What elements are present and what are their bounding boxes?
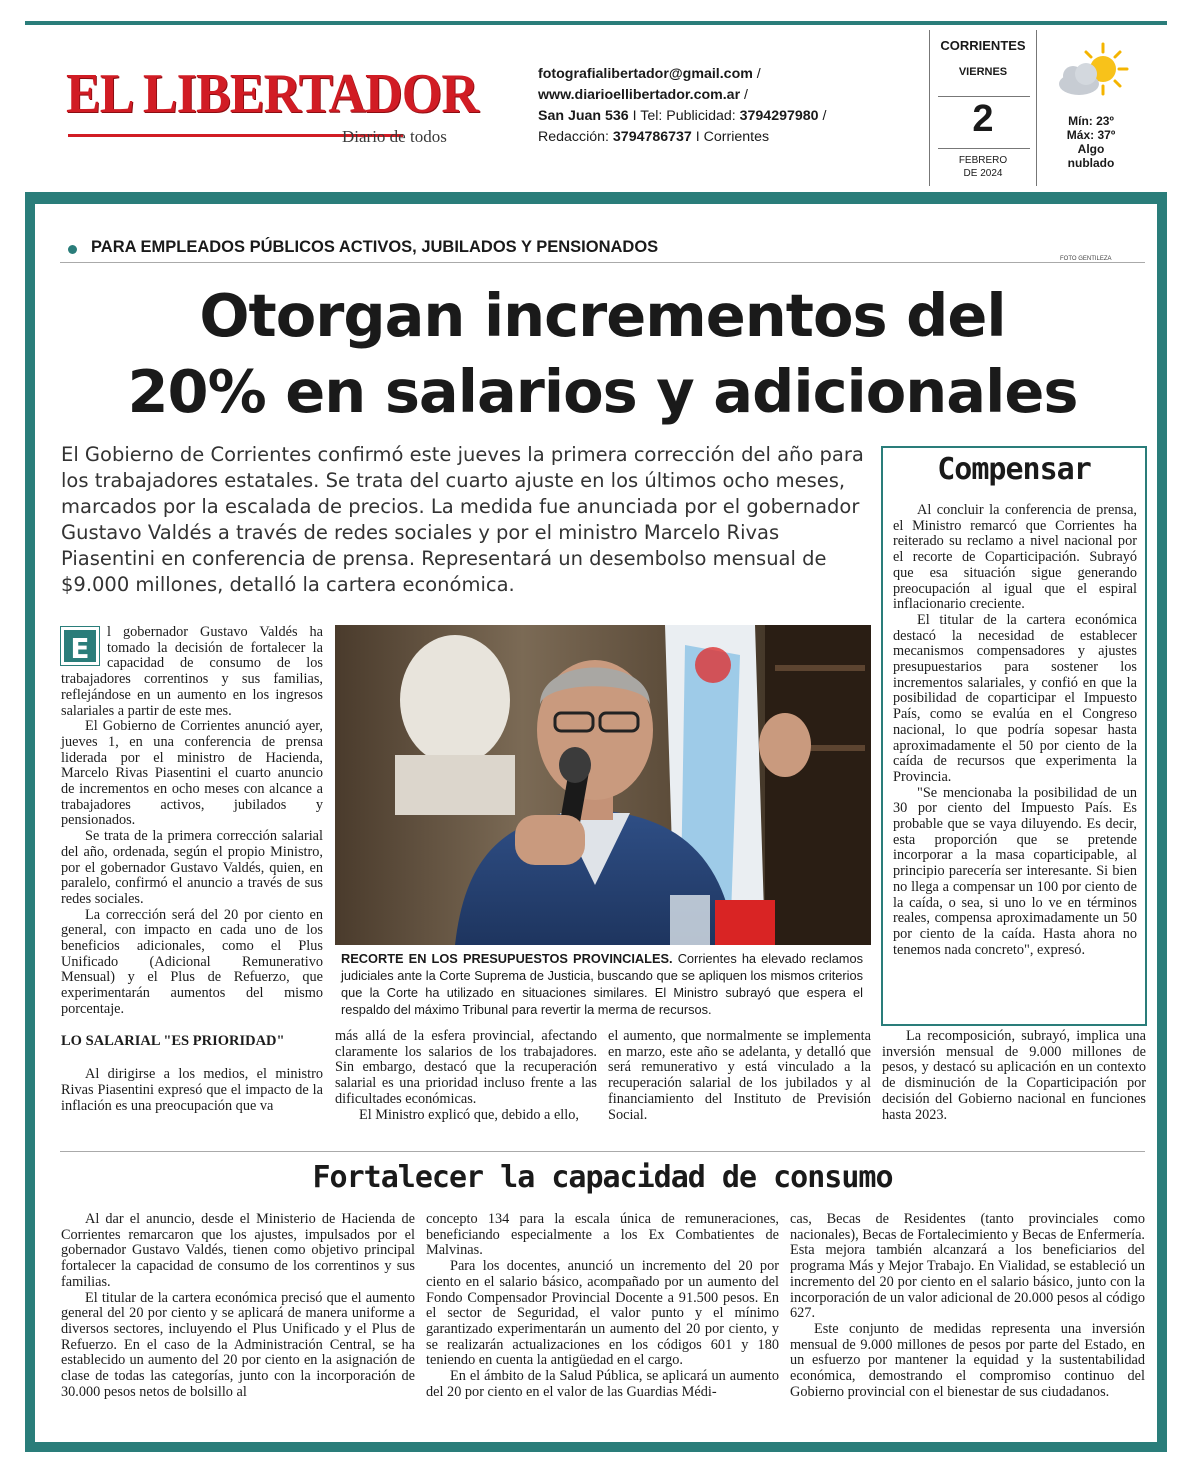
top-rule	[25, 21, 1167, 25]
separator: /	[818, 108, 827, 124]
paragraph: más allá de la esfera provincial, afectando claramente los salarios de los trabajadores. Sin embargo, destacó que la recuperación salarial es una prioridad incluso frente a las dificultades económicas.	[335, 1028, 597, 1107]
separator: /	[740, 87, 748, 103]
partly-cloudy-icon	[1053, 40, 1129, 102]
drop-cap: E	[61, 627, 99, 665]
date-year: DE 2024	[963, 168, 1003, 179]
article-subhead: LO SALARIAL "ES PRIORIDAD"	[61, 1032, 285, 1049]
article-lede: El Gobierno de Corrientes confirmó este jueves la primera corrección del año para los trabajadores estatales. Se trata del cuarto ajuste en los últimos ocho meses, marcados por la escalada de precios. La medida fue anunciada por el gobernador Gustavo Valdés a través de redes sociales y por el ministro Marcelo Rivas Piasentini en conferencia de prensa. Representará un desembolso mensual de $9.000 millones, detalló la cartera económica.	[61, 443, 864, 596]
contact-website[interactable]: www.diarioellibertador.com.ar	[538, 87, 741, 103]
article-kicker: PARA EMPLEADOS PÚBLICOS ACTIVOS, JUBILADOS Y PENSIONADOS	[91, 238, 659, 256]
paragraph: El Gobierno de Corrientes anunció ayer, jueves 1, en una conferencia de prensa liderada por el ministro de Hacienda, Marcelo Rivas Piasentini el cuarto anuncio de incrementos en ocho meses con alcance a trabajadores activos, jubilados y pensionados.	[61, 718, 323, 829]
section-column-3	[790, 1212, 1145, 1400]
paragraph: Se trata de la primera corrección salarial del año, ordenada, según el propio Ministro, por el gobernador Gustavo Valdés, quien, en paralelo, confirmó el anuncio a través de sus redes sociales.	[61, 828, 323, 907]
article-column-3	[608, 1029, 871, 1123]
contact-address: San Juan 536	[538, 108, 629, 124]
paragraph	[61, 625, 323, 719]
paragraph: La corrección será del 20 por ciento en general, con impacto en cada uno de los beneficios adicionales, como el Plus Unificado (Adicional Remunerativo Mensual) y el Plus de Refuerzo, que experimentarán aumentos del mismo porcentaje.	[61, 906, 323, 1017]
photo-caption	[341, 950, 863, 1018]
contact-block	[538, 64, 918, 148]
contact-city: I Corrientes	[691, 129, 770, 145]
section-title: Fortalecer la capacidad de consumo	[312, 1160, 893, 1195]
paragraph: cas, Becas de Residentes (tanto provinciales como nacionales), Becas de Fortalecimiento y Becas de Enfermería. Esta mejora también alcanzará a los beneficiarios del programa Más y Mejor Trabajo. En Vialidad, se estableció un incremento del 20 por ciento en el salario básico, junto con la incorporación de un valor adicional de 20.000 pesos al código 627.	[790, 1211, 1145, 1322]
headline-line-2: 20% en salarios y adicionales	[127, 357, 1078, 426]
caption-title: RECORTE EN LOS PRESUPUESTOS PROVINCIALES.	[341, 951, 673, 966]
article-column-2	[335, 1029, 597, 1123]
paragraph: Para los docentes, anunció un incremento del 20 por ciento en el salario básico, acompañado por un aumento del Fondo Compensador Provincial Docente a 91.500 pesos. En el sector de Seguridad, el valor punto y el mínimo garantizado experimentarán un aumento del 20 por ciento, y se realizarán actualizaciones en los códigos 601 y 180 teniendo en cuenta la antigüedad en el cargo.	[426, 1258, 779, 1369]
section-rule	[60, 1151, 1145, 1152]
photo-credit: FOTO GENTILEZA	[1060, 256, 1112, 262]
paragraph: El titular de la cartera económica destacó la necesidad de establecer mecanismos compensadores y ajustes presupuestarios para sostener los incrementos salariales, y confió en que la posibilidad de coparticipar el Impuesto País, como se evalúa en el Congreso nacional, lo que podría sopesar hasta aproximadamente el 50 por ciento de la caída de recursos que experimenta la Provincia.	[893, 611, 1137, 785]
paragraph: La recomposición, subrayó, implica una inversión mensual de 9.000 millones de pesos, y destacó su aplicación en un contexto de disminución de la Coparticipación por decisión del Gobierno nacional en funciones hasta 2023.	[882, 1028, 1146, 1123]
date-month-year	[930, 154, 1036, 180]
paragraph-text: l gobernador Gustavo Valdés ha tomado la decisión de fortalecer la capacidad de consumo de los trabajadores correntinos y sus familias, reflejándose en un aumento en los ingresos salariales a partir de este mes.	[61, 624, 323, 719]
weather-cond-2: nublado	[1067, 156, 1115, 170]
paragraph: "Se mencionaba la posibilidad de un 30 por ciento del Impuesto País. Es probable que se vaya diluyendo. Es decir, esta proporción que se pretende incorporar a la masa coparticipable, al principio parecería ser interesante. Si bien no llega a compensar un 100 por ciento de la caída, o sea, si uno lo ve en términos reales, compensa aproximadamente un 50 por ciento de la caída. Hasta ahora no tenemos nada concreto", expresó.	[893, 784, 1137, 958]
paragraph: Al dar el anuncio, desde el Ministerio de Hacienda de Corrientes remarcaron que los ajustes, impulsados por el gobernador Gustavo Valdés, tienen como objetivo principal fortalecer la capacidad de consumo de los correntinos y sus familias.	[61, 1211, 415, 1290]
weather-cond-1: Algo	[1077, 142, 1105, 156]
separator: /	[752, 66, 761, 82]
tel-label: I Tel: Publicidad:	[628, 108, 740, 124]
newspaper-logo[interactable]	[66, 63, 479, 146]
kicker-rule	[60, 262, 1145, 263]
date-divider	[938, 96, 1030, 97]
date-city: CORRIENTES	[940, 38, 1026, 53]
article-column-1	[61, 625, 323, 1114]
paragraph: Este conjunto de medidas representa una inversión mensual de 9.000 millones de pesos por parte del Estado, en un esfuerzo por mantener la equidad y la sustentabilidad económica, demostrando el compromiso continuo del Gobierno provincial con el bienestar de sus ciudadanos.	[790, 1320, 1145, 1400]
sidebar-box	[881, 446, 1147, 1026]
article-photo[interactable]	[335, 625, 871, 945]
contact-tel-ads: 3794297980	[739, 108, 819, 124]
paragraph: concepto 134 para la escala única de remuneraciones, beneficiando especialmente a los Ex Combatientes de Malvinas.	[426, 1211, 779, 1259]
paragraph: Al dirigirse a los medios, el ministro Rivas Piasentini expresó que el impacto de la inflación es una preocupación que va	[61, 1066, 323, 1114]
article-column-4	[882, 1029, 1146, 1123]
date-weekday: VIERNES	[958, 66, 1008, 78]
logo-tagline: Diario de todos	[342, 127, 447, 146]
date-month: FEBRERO	[958, 155, 1008, 166]
masthead-rule	[25, 192, 1167, 204]
date-divider	[938, 148, 1030, 149]
sidebar-title: Compensar	[937, 452, 1091, 487]
weather-min: Mín: 23º	[1068, 114, 1114, 128]
headline-line-1: Otorgan incrementos del	[199, 281, 1006, 350]
article-headline	[60, 278, 1145, 430]
contact-email[interactable]: fotografialibertador@gmail.com	[538, 66, 753, 82]
date-box	[929, 30, 1037, 186]
photo-minister-speaking	[335, 625, 871, 945]
paragraph: El Ministro explicó que, debido a ello,	[359, 1106, 579, 1123]
date-day: 2	[972, 98, 994, 140]
weather-max: Máx: 37º	[1066, 128, 1116, 142]
weather-box	[1047, 30, 1135, 186]
newsroom-label: Redacción:	[538, 129, 613, 145]
logo-title: EL LIBERTADOR	[66, 63, 479, 125]
paragraph: Al concluir la conferencia de prensa, el Ministro remarcó que Corrientes ha reiterado su reclamo a nivel nacional por el recorte de Coparticipación. Subrayó que esa situación sigue generando preocupación al igual que el espiral inflacionario creciente.	[893, 502, 1137, 613]
paragraph: el aumento, que normalmente se implementa en marzo, este año se adelanta, y detalló que será remunerativo y está vinculado a la recuperación salarial de los jubilados y al financiamiento del Instituto de Previsión Social.	[608, 1028, 871, 1123]
sidebar-body	[893, 503, 1137, 958]
caption-text: Corrientes ha elevado reclamos judiciales ante la Corte Suprema de Justicia, buscando que se apliquen los mismos criterios que la Corte ha utilizado en situaciones similares. El Ministro subrayó que espera el respaldo del máximo Tribunal para revertir la merma de recursos.	[341, 951, 863, 1017]
section-column-1	[61, 1212, 415, 1400]
contact-tel-newsroom: 3794786737	[612, 129, 692, 145]
paragraph: El titular de la cartera económica precisó que el aumento general del 20 por ciento y se aplicará de manera uniforme a diversos sectores, incluyendo el Plus Unificado y el Plus de Refuerzo. En el caso de la Administración Central, se ha establecido un aumento del 20 por ciento en la asignación de clase de todas las categorías, junto con la incorporación de 30.000 pesos netos de bolsillo al	[61, 1289, 415, 1400]
kicker-bullet	[68, 245, 77, 254]
section-column-2	[426, 1212, 779, 1400]
paragraph: En el ámbito de la Salud Pública, se aplicará un aumento del 20 por ciento en el valor de las Guardias Médi-	[426, 1368, 779, 1400]
